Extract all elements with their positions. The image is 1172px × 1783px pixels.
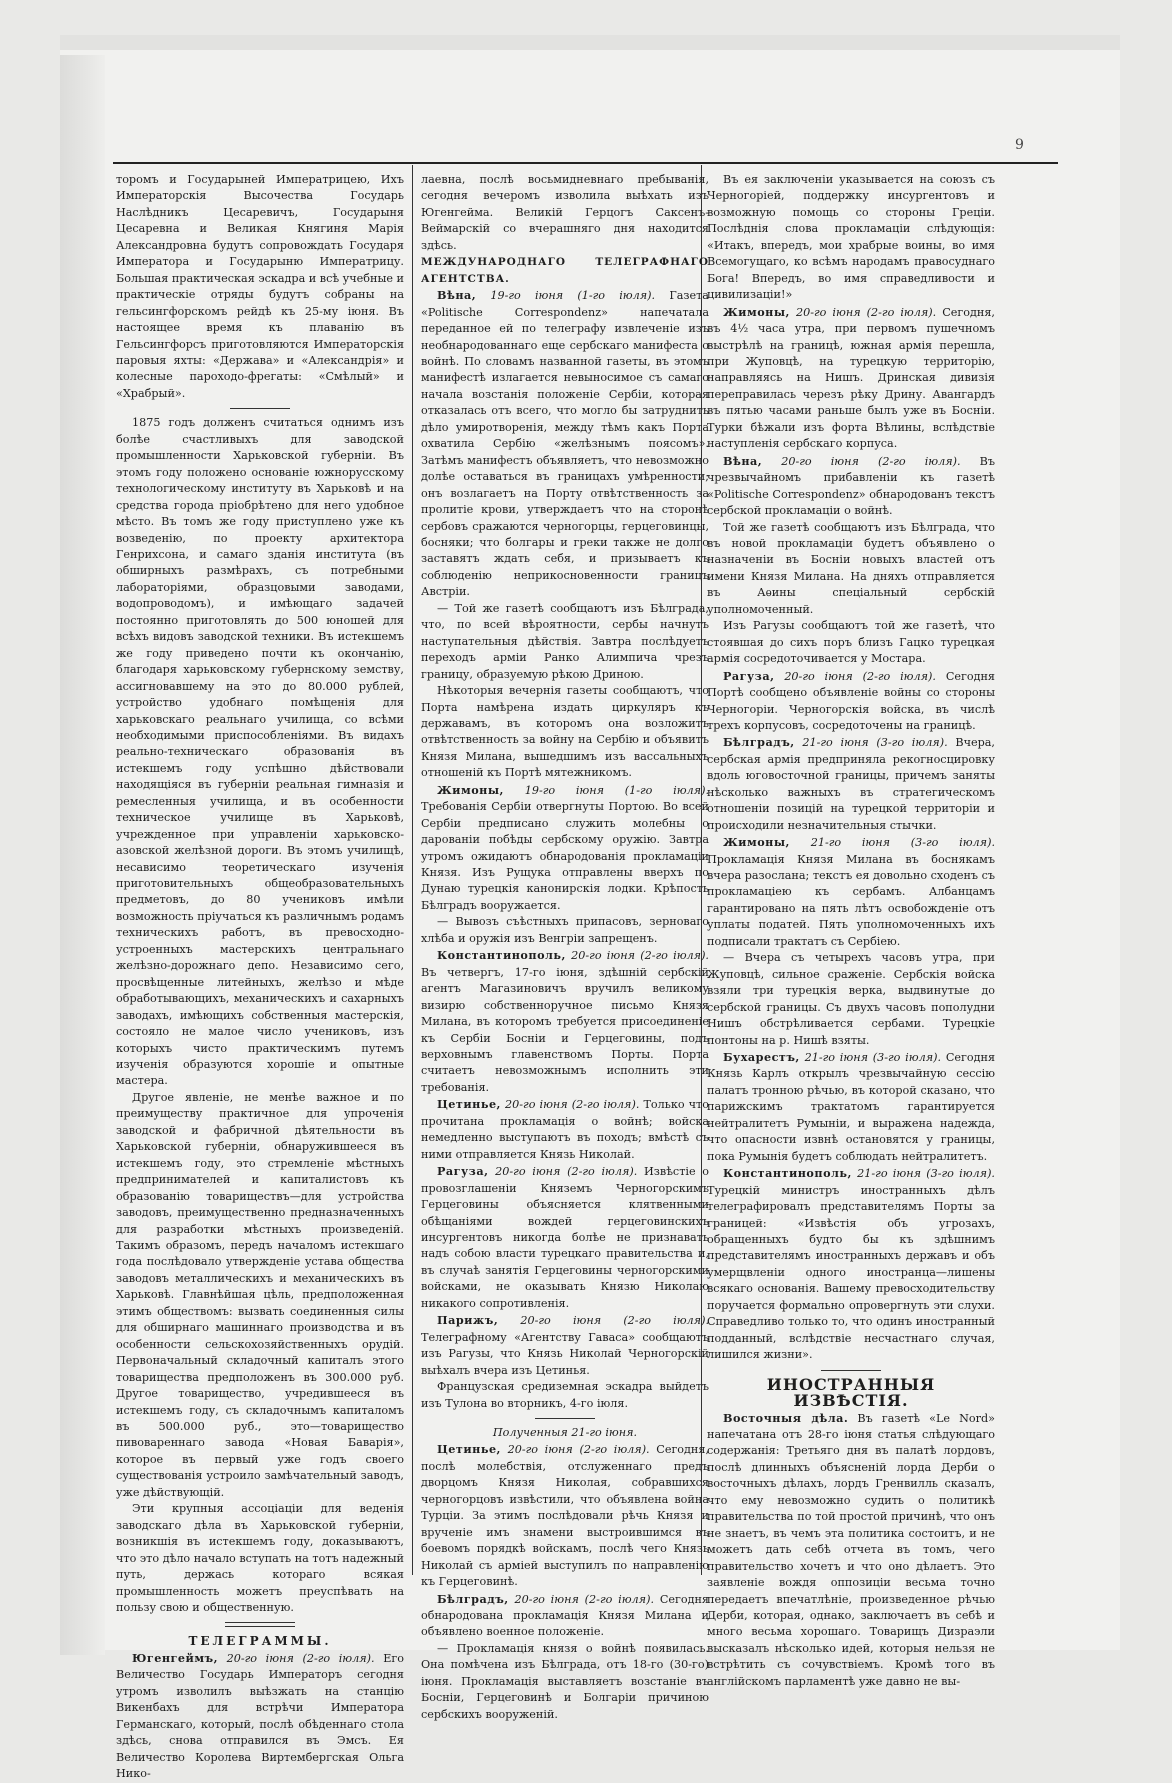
news-item [421,1096,709,1163]
news-item [421,1591,709,1641]
paragraph: 1875 годъ долженъ считаться однимъ изъ болѣе счастливыхъ для заводской промышленности Харьковской губерніи. Въ этомъ году положено основаніе южнорусскому технологическому институту въ Харьковѣ и на средства города пріобрѣтено для него удобное мѣсто. Въ томъ же году приступлено уже къ возведенію, по проекту архитектора Генрихсона, и самаго зданія института (въ обширныхъ размѣрахъ, съ потребными лабораторіями, образцовыми заводами, водопроводомъ), и имѣющаго задачей постоянно приготовлять до 500 юношей для всѣхъ видовъ заводской техники. Въ истекшемъ же году приведено почти къ окончанію, благодаря харьковскому губернскому земству, ассигновавшему на это до 80.000 рублей, устройство удобнаго помѣщенія для харьковскаго реальнаго училища, со всѣми необходимыми приспособленіями. Въ видахъ реально-техническаго образованія въ истекшемъ году успѣшно дѣйствовали находящіяся въ губерніи реальная гимназія и ремесленныя училища, и въ особенности техническое училище въ Харьковѣ, учрежденное при управленіи харьковско-азовской желѣзной дороги. Въ этомъ училищѣ, несависимо теоретическаго изученія приготовительныхъ общеобразовательныхъ предметовъ, до 80 учениковъ имѣли возможность пріучаться къ различнымъ родамъ техническихъ работъ, въ превосходно-устроенныхъ мастерскихъ центральнаго желѣзно-дорожнаго депо. Независимо сего, просвѣщенные литейныхъ, желѣзо и мѣде обработывающихъ, механическихъ и сахарныхъ заводахъ, имѣющихъ собственныя мастерскія, состояло не малое число учениковъ, изъ которыхъ чисто практическимъ путемъ изученія образуются хорошіе и опытные мастера. [116,416,404,1088]
news-item [421,1641,709,1723]
news-text: Сегодня Портѣ сообщено объявленіе войны со стороны Черногоріи. Черногорскія войска, въ числѣ трехъ корпусовъ, сосредоточены на границѣ. [707,669,995,732]
news-text: Нѣкоторыя вечернія газеты сообщаютъ, что Порта намѣрена издать циркуляръ къ державамъ, въ которомъ она возложитъ отвѣтственность за войну на Сербію и объявитъ Князя Милана, вышедшимъ изъ вассальныхъ отношеній къ Портѣ мятежникомъ. [421,684,709,780]
column-divider [412,165,413,1575]
news-text: Въ чрезвычайномъ прибавленіи къ газетѣ «Politische Correspondenz» обнародованъ текстъ сербской прокламаціи о войнѣ. [707,454,996,518]
dateline-place: Жимоны, [723,304,790,319]
news-text: Прокламація Князя Милана въ боснякамъ вчера разослана; текстъ ея довольно сходенъ съ прокламаціею къ сербамъ. Албанцамъ гарантировано на пять лѣтъ освобожденіе отъ уплаты податей. Пять уполномоченныхъ ихъ подписали трактатъ съ Сербіею. [707,852,995,948]
dateline-date: 20-го іюня (2-го іюля). [505,1098,640,1112]
news-item [707,668,995,735]
binding-strip [60,55,105,1655]
dateline-place: Бѣлградъ, [437,1591,509,1606]
dateline-date: 19-го іюня (1-го іюля). [490,289,656,303]
dateline-place: Бѣлградъ, [723,735,795,750]
news-text: — Той же газетѣ сообщаютъ изъ Бѣлграда, что, по всей вѣроятности, сербы начнутъ наступательныя дѣйствія. Завтра послѣдуетъ переходъ арміи Ранко Алимпича чрезъ границу, образуемую рѣкою Дриною. [421,601,709,681]
dateline-place: Восточныя дѣла. [723,1410,849,1425]
news-item [421,1379,709,1412]
paragraph: Другое явленіе, не менѣе важное и по преимуществу практичное для упроченія заводской и фабричной дѣятельности въ Харьковской губерніи, обнаружившееся въ истекшемъ году, это стремленіе мѣстныхъ предпринимателей и капиталистовъ къ образованію товариществъ—для устройства заводовъ, преимущественно предназначенныхъ для разработки мѣстныхъ произведеній. Такимъ образомъ, передъ началомъ истекшаго года послѣдовало утвержденіе устава общества заводовъ металлическихъ и механическихъ въ Харьковѣ. Главнѣйшая цѣль, предположенная этимъ обществомъ: вызвать соединенныя силы для обширнаго машиннаго производства и въ особенности сельскохозяйственныхъ орудій. Первоначальный складочный капиталъ этого товарищества предположенъ въ 300.000 руб. Другое товарищество, учредившееся въ истекшемъ году, съ складочнымъ капиталомъ въ 500.000 руб., это—товарищество пивовареннаго завода «Новая Баварія», которое въ первый уже годъ своего существованія устроило замѣчательный заводъ, уже дѣйствующій. [116,1090,404,1499]
dateline-date: 20-го іюня (2-го іюля). [784,669,936,683]
dateline-date: 20-го іюня (2-го іюля). [781,454,961,468]
dateline-date: 20-го іюня (2-го іюля). [796,305,937,319]
news-item [421,1312,709,1379]
separator-rule [535,1418,595,1419]
news-item [707,304,995,453]
news-item [707,1165,995,1363]
news-text: Въ газетѣ «Le Nord» напечатана отъ 28-го іюня статья слѣдующаго содержанія: Третьяго дня въ палатѣ лордовъ, послѣ длинныхъ объясненій лорда Дерби о восточныхъ дѣлахъ, лордъ Гренвилль сказалъ, что ему невозможно судить о политикѣ правительства по той простой причинѣ, что онъ не знаетъ, въ чемъ эта политика состоитъ, и не можетъ дать себѣ отчета въ томъ, чего правительство хочетъ и что оно дѣлаетъ. Это заявленіе вождя оппозиціи весьма точно передаетъ впечатлѣніе, произведенное рѣчью Дерби, которая, однако, заключаетъ въ себѣ и много весьма хорошаго. Товарищъ Дизраэли высказалъ нѣсколько идей, которыя нельзя не встрѣтить съ сочувствіемъ. Кромѣ того въ англійскомъ парламентѣ уже давно не вы- [707,1411,995,1688]
section-title-foreign-news: ИНОСТРАННЫЯ ИЗВѢСТІЯ. [766,1374,936,1411]
news-item [421,683,709,782]
news-text: — Вчера съ четырехъ часовъ утра, при Жуповцѣ, сильное сраженіе. Сербскія войска взяли три турецкія верка, выдвинутые до сербской границы. Съ двухъ часовъ пополудни Нишъ обстрѣливается сербами. Турецкіе понтоны на р. Нишѣ взяты. [707,951,995,1047]
news-text: Изъ Рагузы сообщаютъ той же газетѣ, что стоявшая до сихъ поръ близъ Гацко турецкая армія сосредоточивается у Мостара. [707,619,995,666]
column-2 [421,172,709,1723]
news-item [707,1049,995,1165]
news-item [421,1163,709,1312]
section-title-agency: МЕЖДУНАРОДНАГО ТЕЛЕГРАФНАГО АГЕНТСТВА. [421,256,709,285]
dateline-date: 20-го іюня (2-го іюля). [514,1592,655,1606]
dateline-place: Жимоны, [723,835,790,850]
dateline-date: 21-го іюня (3-го іюля). [802,736,948,750]
news-item [707,520,995,619]
dateline-place: Константинополь, [437,948,566,963]
news-text: Въ четвергъ, 17-го іюня, здѣшній сербскій агентъ Магазиновичъ вручилъ великому визирю собственноручное письмо Князя Милана, въ которомъ требуется присоединеніе къ Сербіи Босніи и Герцеговины, подъ верховнымъ главенствомъ Порты. Порта считаетъ невозможнымъ исполнить эти требованія. [421,965,709,1094]
news-text: Газета «Politische Correspondenz» напечатала переданное ей по телеграфу извлеченіе изъ необнародованнаго еще сербскаго манифеста о войнѣ. По словамъ названной газеты, въ этомъ манифестѣ излагается невыносимое съ самаго начала возстанія положеніе Сербіи, которая отказалась отъ всего, что могло бы затруднить дѣло умиротворенія, между тѣмъ какъ Порта охватила Сербію «желѣзнымъ поясомъ». Затѣмъ манифестъ объявляетъ, что невозможно долѣе оставаться въ границахъ умѣренности; онъ возлагаетъ на Порту отвѣтственность за пролитіе крови, утверждаетъ что на сторонѣ сербовъ сражаются черногорцы, герцеговинцы, босняки; что болгары и греки также не долго заставятъ ждать себя, и призываетъ къ соблюденію неприкосновенности границъ Австріи. [421,289,709,599]
separator-rule [225,1622,295,1627]
news-text: Телеграфному «Агентству Гаваса» сообщаютъ изъ Рагузы, что Князь Николай Черногорскій выѣхалъ вчера изъ Цетинья. [421,1330,709,1377]
news-item [421,947,709,1096]
header-rule [113,162,1058,164]
dateline-place: Югенгеймъ, [132,1650,219,1665]
dateline-place: Вѣна, [723,453,763,468]
news-text: — Прокламація князя о войнѣ появилась. Она помѣчена изъ Бѣлграда, отъ 18-го (30-го) іюня. Прокламація выставляетъ возстаніе въ Босніи, Герцеговинѣ и Болгаріи причиною сербскихъ вооруженій. [421,1641,709,1721]
dateline-place: Рагуза, [723,668,775,683]
news-item [707,834,995,950]
paragraph: Эти крупныя ассоціаціи для веденія заводскаго дѣла въ Харьковской губерніи, возникшія въ истекшемъ году, доказываютъ, что это дѣло начало вступать на тотъ надежный путь, держась котораго всякая промышленность можетъ преуспѣвать на пользу свою и общественную. [116,1502,404,1614]
paragraph: лаевна, послѣ восьмидневнаго пребыванія, сегодня вечеромъ изволила выѣхать изъ Югенгейма. Великій Герцогъ Саксенъ-Веймарскій со вчерашняго дня находится здѣсь. [421,173,709,252]
news-text: Извѣстіе о провозглашеніи Княземъ Черногорскимъ Герцеговины объясняется клятвенными обѣщаніями вождей герцеговинскихъ инсургентовъ никогда болѣе не признавать надъ собою власти турецкаго правительства и, въ случаѣ занятія Герцеговины черногорскими войсками, не оказывать Князю Николаю никакого сопротивленія. [421,1165,710,1310]
dateline-place: Парижъ, [437,1313,499,1328]
dateline-place: Константинополь, [723,1166,852,1181]
news-item [421,914,709,947]
news-text: Той же газетѣ сообщаютъ изъ Бѣлграда, что въ новой прокламаціи будетъ объявлено о назначеніи въ Босніи новыхъ властей отъ имени Князя Милана. На дняхъ отправляется въ Аѳины спеціальный сербскій уполномоченный. [707,520,995,616]
page-number: 9 [1015,137,1024,153]
section-title-telegrams: ТЕЛЕГРАММЫ. [188,1634,332,1649]
dateline-date: 19-го іюня (1-го іюля). [524,783,710,797]
news-text: Сегодня Князь Карлъ открылъ чрезвычайную сессію палатъ тронною рѣчью, въ которой сказано, что парижскимъ трактатомъ гарантируется нейтралитетъ Румыніи, и выражена надежда, что опасности извнѣ остановятся у границы, пока Румынія будетъ соблюдать нейтралитетъ. [707,1051,996,1163]
dateline-date: 20-го іюня (2-го іюля). [520,1314,710,1328]
news-item [421,287,709,601]
news-text: Въ ея заключеніи указывается на союзъ съ Черногоріей, поддержку инсургентовъ и возможную помощь со стороны Греціи. Послѣднія слова прокламаціи слѣдующія: «Итакъ, впередъ, мои храбрые воины, во имя Всемогущаго, ко всѣмъ народамъ правосуднаго Бога! Впередъ, во имя справедливости и цивилизаціи!» [707,173,995,302]
dateline-date: 21-го іюня (3-го іюля). [810,836,996,850]
news-text: Сегодня, въ 4½ часа утра, при первомъ пушечномъ выстрѣлѣ на границѣ, южная армія перешла, при Жуповцѣ, на турецкую территорію, направляясь на Нишъ. Дринская дивизія переправилась черезъ рѣку Дрину. Авангардъ въ пятью часами раньше былъ уже въ Босніи. Турки бѣжали изъ форта Вѣлины, вслѣдствіе наступленія сербскаго корпуса. [707,305,995,451]
dateline-place: Рагуза, [437,1164,489,1179]
news-text: Сегодня, послѣ молебствія, отслуженнаго предъ дворцомъ Князя Николая, собравшихся черногорцовъ извѣстили, что объявлена война Турціи. За этимъ послѣдовали рѣчь Князя и врученіе имъ знамени выстроившимся въ боевомъ порядкѣ войскамъ, послѣ чего Князь Николай съ арміей выступилъ по направленію къ Герцеговинѣ. [421,1443,710,1589]
news-item [421,1441,709,1590]
separator-rule [230,408,290,409]
news-item [707,172,995,304]
news-item [707,950,995,1049]
news-item [707,734,995,834]
dateline-date: 20-го іюня (2-го іюля). [226,1651,375,1665]
news-item [707,618,995,667]
news-item [707,453,995,520]
column-1 [116,172,404,1783]
dateline-date: 20-го іюня (2-го іюля). [571,949,709,963]
news-text: Сегодня обнародована прокламація Князя Милана и объявлено военное положеніе. [421,1592,709,1639]
news-item [707,1410,995,1691]
news-text: Турецкій министръ иностранныхъ дѣлъ телеграфировалъ представителямъ Порты за границей: «Извѣстія объ угрозахъ, обращенныхъ будто бы къ здѣшнимъ представителямъ иностранныхъ державъ и объ умерщвленіи одного иностранца—лишены всякаго основанія. Вашему превосходительству поручается формально опровергнуть эти слухи. Справедливо только то, что одинъ иностранный подданный, вслѣдствіе несчастнаго случая, лишился жизни». [707,1183,995,1362]
news-text: Требованія Сербіи отвергнуты Портою. Во всей Сербіи предписано служить молебны о дарованіи побѣды сербскому оружію. Завтра утромъ ожидаютъ обнародованія прокламаціи Князя. Изъ Рущука отправлены вверхъ по Дунаю турецкія канонирскія лодки. Крѣпость Бѣлградъ вооружается. [421,800,709,912]
received-heading: Полученныя 21-го іюня. [492,1425,638,1439]
dateline-place: Бухарестъ, [723,1050,800,1065]
telegram-text: Его Величество Государь Императоръ сегодня утромъ изволилъ выѣзжать на станцію Викенбахъ для встрѣчи Императора Германскаго, который, послѣ обѣденнаго стола здѣсь, снова отправился въ Эмсъ. Ея Величество Королева Виртембергская Ольга Нико- [116,1651,404,1781]
news-text: Французская средиземная эскадра выйдетъ изъ Тулона во вторникъ, 4-го іюля. [421,1380,709,1410]
news-text: Вчера, сербская армія предприняла рекогносцировку вдоль юговосточной границы, причемъ заняты нѣсколько важныхъ въ стратегическомъ отношеніи позицій на турецкой территоріи и происходили незначительныя стычки. [707,736,995,832]
dateline-date: 20-го іюня (2-го іюля). [507,1443,650,1457]
dateline-place: Вѣна, [437,288,477,303]
news-text: — Вывозъ съѣстныхъ припасовъ, зерноваго хлѣба и оружія изъ Венгріи запрещенъ. [421,915,709,945]
column-3 [707,172,995,1690]
dateline-place: Жимоны, [437,782,504,797]
news-item [421,782,709,915]
dateline-date: 21-го іюня (3-го іюля). [857,1167,995,1181]
paragraph: торомъ и Государыней Императрицею, Ихъ Императорскія Высочества Государь Наслѣдникъ Цесаревичъ, Государыня Цесаревна и Великая Княгиня Марія Александровна будутъ сопровождать Государя Императора и Государыню Императрицу. Большая практическая эскадра и всѣ учебные и практическіе отряды будутъ собраны на гельсингфорскомъ рейдѣ къ 25-му іюня. Въ настоящее время къ плаванію въ Гельсингфорсъ приготовляются Императорскія паровыя яхты: «Держава» и «Александрія» и колесные пароходо-фрегаты: «Смѣлый» и «Храбрый». [116,173,405,400]
news-item [421,601,709,683]
separator-rule [821,1370,881,1371]
news-text: Только что прочитана прокламація о войнѣ; войска немедленно выступаютъ въ походъ; вмѣстѣ съ ними отправляется Князь Николай. [421,1098,709,1161]
dateline-place: Цетинье, [437,1097,501,1112]
dateline-date: 21-го іюня (3-го іюля). [804,1051,942,1065]
dateline-date: 20-го іюня (2-го іюля). [495,1165,638,1179]
dateline-place: Цетинье, [437,1442,501,1457]
